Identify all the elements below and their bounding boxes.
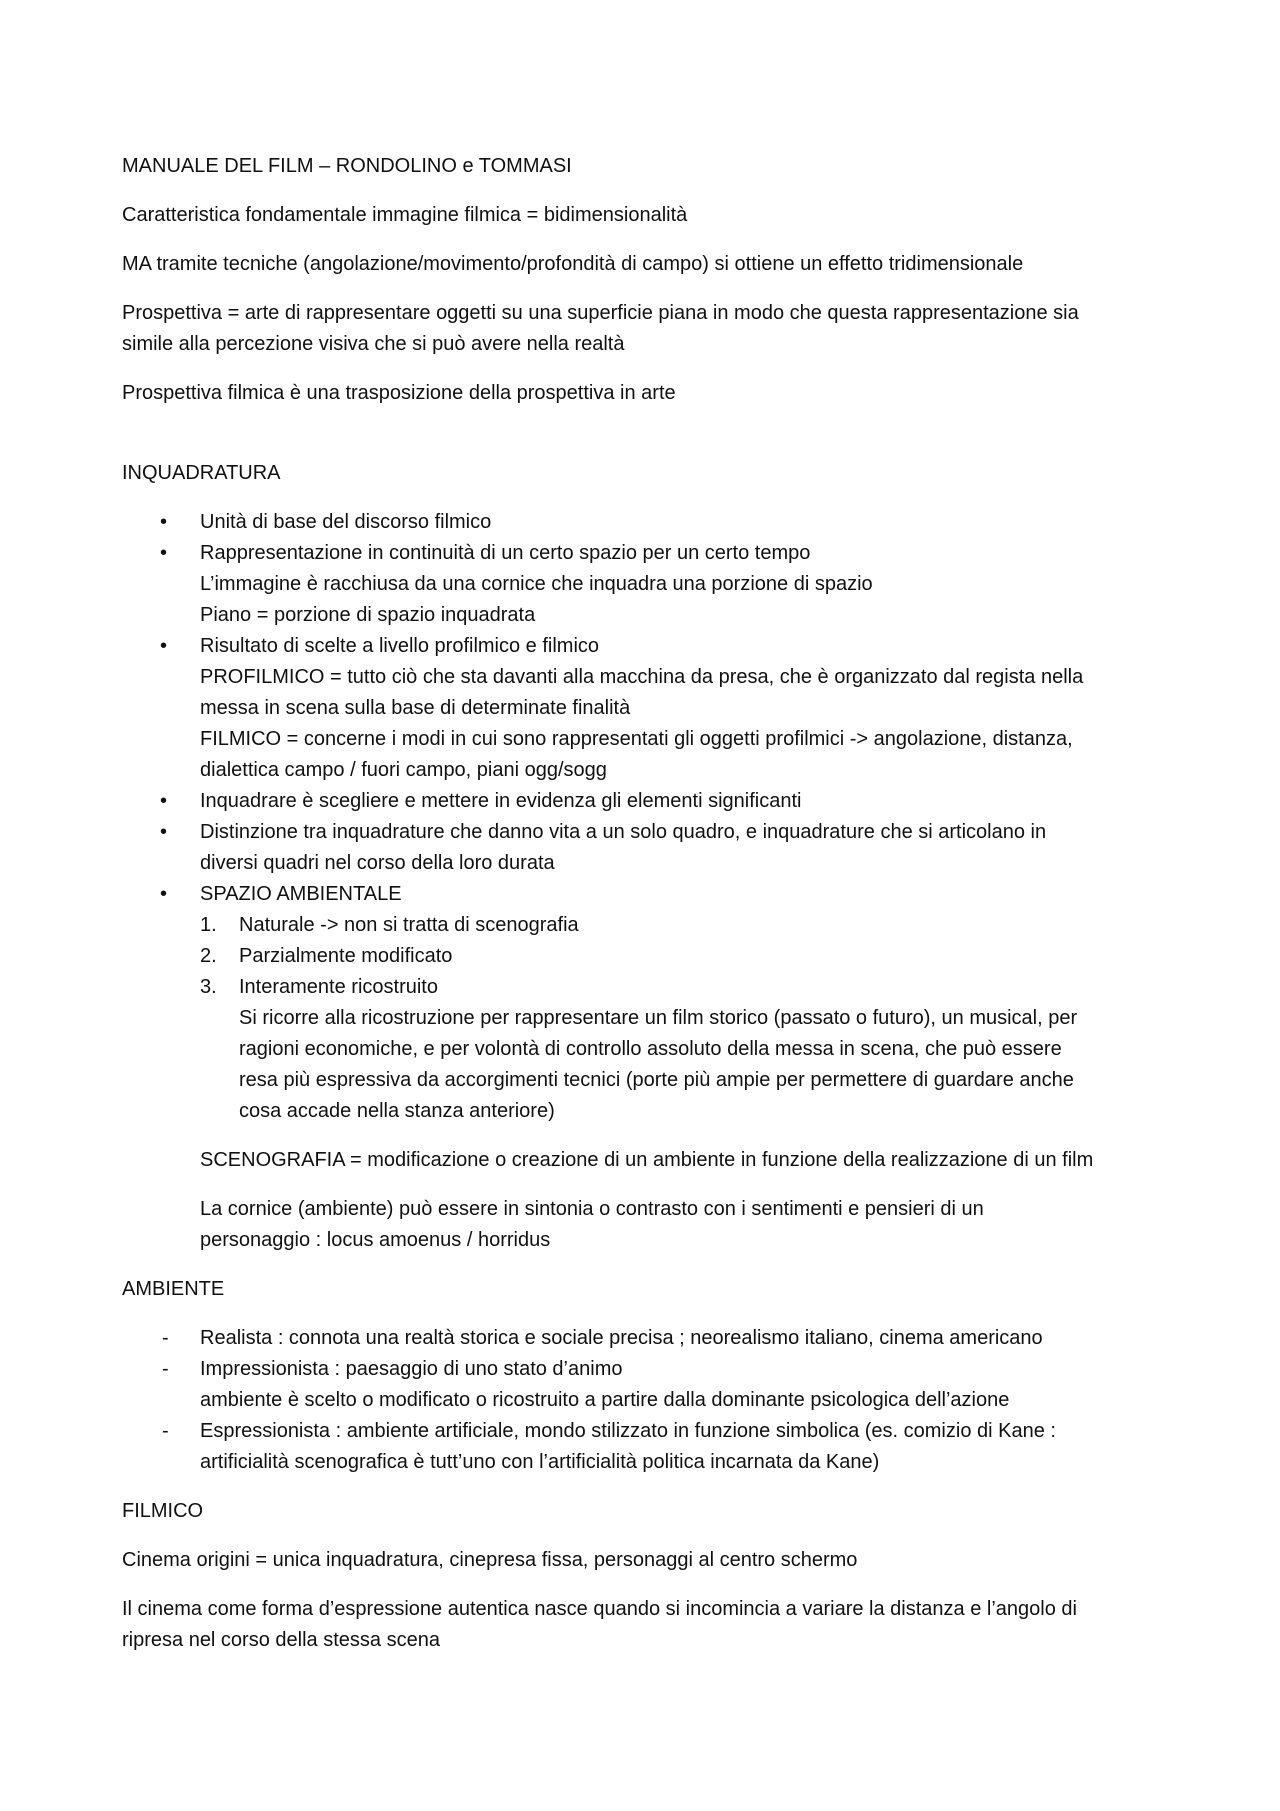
dash-marker: - [162, 1327, 169, 1349]
list-item: Unità di base del discorso filmico [200, 511, 492, 533]
bullet-marker: • [160, 542, 168, 564]
list-item: Rappresentazione in continuità di un certo spazio per un certo tempo [200, 542, 811, 564]
section-heading-ambiente: AMBIENTE [122, 1278, 225, 1300]
list-item-continuation: Piano = porzione di spazio inquadrata [200, 604, 536, 626]
scenografia-paragraph: SCENOGRAFIA = modificazione o creazione di un ambiente in funzione della realizzazione di un film [200, 1149, 1094, 1171]
list-item-continuation: PROFILMICO = tutto ciò che sta davanti alla macchina da presa, che è organizzato dal regista nella [200, 666, 1084, 688]
cornice-paragraph-line-2: personaggio : locus amoenus / horridus [200, 1229, 551, 1251]
intro-paragraph-3-line-2: simile alla percezione visiva che si può avere nella realtà [122, 333, 625, 355]
intro-paragraph-1: Caratteristica fondamentale immagine filmica = bidimensionalità [122, 204, 688, 226]
number-marker: 1. [200, 914, 217, 936]
numbered-item: Parzialmente modificato [239, 945, 453, 967]
list-item-continuation: L’immagine è racchiusa da una cornice che inquadra una porzione di spazio [200, 573, 873, 595]
numbered-item-continuation: resa più espressiva da accorgimenti tecnici (porte più ampie per permettere di guardare anche [239, 1069, 1074, 1091]
list-item: Inquadrare è scegliere e mettere in evidenza gli elementi significanti [200, 790, 802, 812]
bullet-marker: • [160, 790, 168, 812]
section-heading-filmico: FILMICO [122, 1500, 204, 1522]
list-item-continuation: ambiente è scelto o modificato o ricostruito a partire dalla dominante psicologica dell’azione [200, 1389, 1010, 1411]
intro-paragraph-2: MA tramite tecniche (angolazione/movimento/profondità di campo) si ottiene un effetto tridimensionale [122, 253, 1024, 275]
list-item: Realista : connota una realtà storica e sociale precisa ; neorealismo italiano, cinema americano [200, 1327, 1043, 1349]
section-heading-inquadratura: INQUADRATURA [122, 462, 281, 484]
list-item: SPAZIO AMBIENTALE [200, 883, 402, 905]
number-marker: 3. [200, 976, 217, 998]
list-item: Impressionista : paesaggio di uno stato d’animo [200, 1358, 623, 1380]
dash-marker: - [162, 1420, 169, 1442]
list-item: Espressionista : ambiente artificiale, mondo stilizzato in funzione simbolica (es. comizio di Kane : [200, 1420, 1056, 1442]
list-item-continuation: FILMICO = concerne i modi in cui sono rappresentati gli oggetti profilmici -> angolazione, distanza, [200, 728, 1073, 750]
dash-marker: - [162, 1358, 169, 1380]
numbered-item: Interamente ricostruito [239, 976, 438, 998]
filmico-paragraph-1: Cinema origini = unica inquadratura, cinepresa fissa, personaggi al centro schermo [122, 1549, 858, 1571]
numbered-item-continuation: Si ricorre alla ricostruzione per rappresentare un film storico (passato o futuro), un musical, per [239, 1007, 1078, 1029]
filmico-paragraph-2-line-1: Il cinema come forma d’espressione autentica nasce quando si incomincia a variare la distanza e l’angolo di [122, 1598, 1077, 1620]
numbered-item: Naturale -> non si tratta di scenografia [239, 914, 579, 936]
cornice-paragraph-line-1: La cornice (ambiente) può essere in sintonia o contrasto con i sentimenti e pensieri di un [200, 1198, 984, 1220]
bullet-marker: • [160, 883, 168, 905]
document-title: MANUALE DEL FILM – RONDOLINO e TOMMASI [122, 155, 572, 177]
list-item-continuation: diversi quadri nel corso della loro durata [200, 852, 555, 874]
intro-paragraph-4: Prospettiva filmica è una trasposizione della prospettiva in arte [122, 382, 676, 404]
list-item-continuation: dialettica campo / fuori campo, piani ogg/sogg [200, 759, 607, 781]
list-item-continuation: messa in scena sulla base di determinate finalità [200, 697, 631, 719]
numbered-item-continuation: ragioni economiche, e per volontà di controllo assoluto della messa in scena, che può essere [239, 1038, 1062, 1060]
intro-paragraph-3-line-1: Prospettiva = arte di rappresentare oggetti su una superficie piana in modo che questa rappresentazione sia [122, 302, 1079, 324]
list-item: Distinzione tra inquadrature che danno vita a un solo quadro, e inquadrature che si articolano in [200, 821, 1047, 843]
numbered-item-continuation: cosa accade nella stanza anteriore) [239, 1100, 555, 1122]
bullet-marker: • [160, 635, 168, 657]
list-item: Risultato di scelte a livello profilmico e filmico [200, 635, 600, 657]
bullet-marker: • [160, 511, 168, 533]
number-marker: 2. [200, 945, 217, 967]
list-item-continuation: artificialità scenografica è tutt’uno con l’artificialità politica incarnata da Kane) [200, 1451, 880, 1473]
bullet-marker: • [160, 821, 168, 843]
filmico-paragraph-2-line-2: ripresa nel corso della stessa scena [122, 1629, 440, 1651]
